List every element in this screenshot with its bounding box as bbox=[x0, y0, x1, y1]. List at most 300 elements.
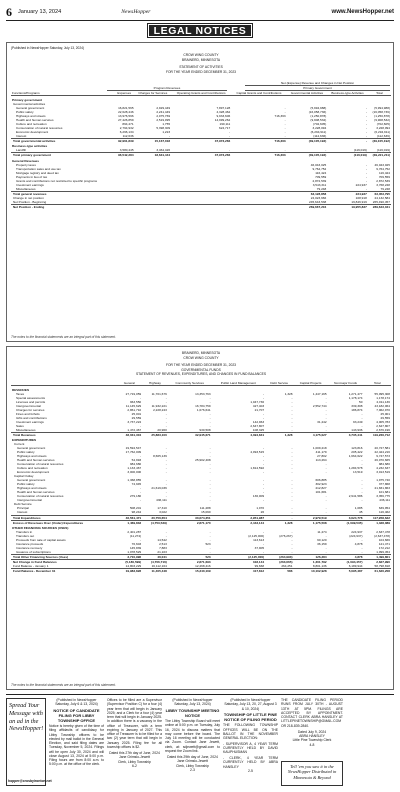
row-value: 4,328,462 bbox=[216, 109, 231, 114]
row-value: - bbox=[209, 494, 211, 499]
row-value: 269,667,204 bbox=[287, 204, 328, 209]
row-value: - bbox=[325, 407, 327, 412]
row-value: - bbox=[291, 538, 293, 543]
row-value: - bbox=[325, 534, 327, 539]
row-value: 3,580,445 bbox=[119, 148, 134, 153]
ad-email[interactable]: hopper@crosbyironton.net bbox=[8, 779, 52, 783]
row-label: Sales bbox=[16, 423, 24, 428]
row-value: - bbox=[209, 538, 211, 543]
row-value: - bbox=[263, 470, 265, 475]
row-value: - bbox=[209, 399, 211, 404]
row-value bbox=[135, 204, 172, 209]
row-label: Intergovernmental bbox=[17, 498, 42, 503]
notice-dated: Dated this 27th day of June, 2024 bbox=[109, 751, 160, 755]
row-value: 4,878 bbox=[328, 555, 364, 560]
row-value: - bbox=[140, 490, 142, 495]
row-value: 1,472,467 bbox=[127, 427, 142, 432]
row-label: Culture and recreation bbox=[17, 466, 48, 471]
issue-date: January 13, 2024 bbox=[18, 9, 62, 15]
row-value: 61,626,208 bbox=[363, 569, 391, 574]
notice-body: THE CANDIDATE FILING PERIOD RUNS FROM JULY 30TH - AUGUST 13TH AT 5PM. FILINGS ARE ACCEPTED BY APPOINTMENT. CONTACT CLERK ABRA HANSLEY AT LITTLEPINETOWNSHIP@GMAIL.COM OR 218-839-2840. bbox=[281, 698, 343, 728]
row-value: - bbox=[209, 395, 211, 400]
row-value: (224,937) bbox=[349, 534, 363, 539]
row-value: (16,058,736) bbox=[372, 109, 390, 114]
row-label: Capital Outlay bbox=[14, 474, 34, 479]
row-value: 37,973,266 bbox=[171, 138, 231, 143]
row-value: 26,070,665 bbox=[374, 458, 390, 463]
row-value: - bbox=[165, 446, 167, 451]
row-value: 2,647,807 bbox=[376, 423, 390, 428]
row-value: 16,784,759 bbox=[195, 403, 211, 408]
column-header: Functions/Programs bbox=[11, 91, 114, 96]
row-label: General government bbox=[16, 105, 45, 110]
row-value: - bbox=[361, 462, 363, 467]
row-label: Governmental activities bbox=[13, 101, 46, 106]
row-value: - bbox=[291, 478, 293, 483]
row-value: 55,095,308 bbox=[374, 391, 390, 396]
row-value: 4,175,027 bbox=[294, 432, 328, 437]
row-value: 104,666 bbox=[378, 538, 390, 543]
row-value: 9,933,606 bbox=[216, 113, 231, 118]
notice-code: 2-3 bbox=[190, 767, 195, 772]
row-value: (4,706,716) bbox=[142, 560, 168, 565]
row-value: 1,301,792 bbox=[294, 560, 328, 565]
row-value: 25,001 bbox=[131, 411, 142, 416]
row-value: - bbox=[165, 462, 167, 467]
primary-gov-header: Primary Government bbox=[245, 86, 390, 91]
row-value: - bbox=[291, 482, 293, 487]
row-value: 212,827 bbox=[315, 486, 327, 491]
row-value: 2,872,539 bbox=[376, 178, 390, 183]
row-value: 2,951,987 bbox=[212, 515, 265, 520]
row-value: - bbox=[263, 498, 265, 503]
notices-rule bbox=[6, 694, 394, 695]
row-value: 29,559 bbox=[131, 415, 142, 420]
row-value: 1,223 bbox=[162, 129, 171, 134]
row-value: 2,861,710 bbox=[127, 407, 142, 412]
row-value: 2,871,693 bbox=[168, 560, 212, 565]
row-value: - bbox=[209, 534, 211, 539]
row-label: Net Position - Ending bbox=[11, 204, 114, 209]
row-label: Interest bbox=[16, 133, 27, 138]
row-value: 2,513 bbox=[159, 542, 167, 547]
row-value: 224,937 bbox=[351, 530, 363, 535]
row-value: - bbox=[365, 125, 367, 130]
row-value: - bbox=[165, 490, 167, 495]
row-value: 43,182,064 bbox=[374, 403, 390, 408]
notice-dated: Dated July 9, 2024 bbox=[297, 729, 327, 734]
column-header: Business-type Activities bbox=[327, 91, 368, 96]
row-value: 123,816 bbox=[351, 446, 363, 451]
row-value: - bbox=[263, 395, 265, 400]
row-value: (112,636) bbox=[313, 133, 327, 138]
row-value: - bbox=[365, 121, 367, 126]
row-label: Interest bbox=[17, 510, 28, 515]
row-value: - bbox=[209, 419, 211, 424]
row-value: 113,264 bbox=[315, 458, 327, 463]
row-value: - bbox=[325, 462, 327, 467]
row-value: (1,250,878) bbox=[374, 113, 390, 118]
row-value: 145,839 bbox=[129, 546, 142, 551]
row-value: - bbox=[263, 454, 265, 459]
notice-code: 6-2 bbox=[132, 763, 137, 768]
row-value: 90,120 bbox=[317, 538, 327, 543]
row-value: - bbox=[291, 454, 293, 459]
row-label: OTHER FINANCING SOURCES (USES) bbox=[12, 526, 69, 531]
row-label: EXPENDITURES bbox=[12, 438, 37, 443]
row-value: 3,624,778 bbox=[328, 515, 364, 520]
row-value: - bbox=[165, 482, 167, 487]
row-value: 20,727,581 bbox=[374, 446, 390, 451]
notice-signer-title: Clerk, Libby Township bbox=[118, 759, 151, 764]
row-value: 930,508 bbox=[199, 427, 211, 432]
row-value: 19,846,919 bbox=[351, 199, 367, 204]
row-value: 16,821,565 bbox=[118, 105, 134, 110]
row-value: 1,099,454 bbox=[376, 550, 390, 555]
row-value: 8,665,139 bbox=[153, 454, 167, 459]
row-value: 108,325 bbox=[252, 427, 265, 432]
row-value: - bbox=[263, 530, 265, 535]
row-value: 5,095,487 bbox=[328, 569, 364, 574]
row-value: - bbox=[229, 133, 231, 138]
row-value: 111,488 bbox=[199, 506, 211, 511]
row-label: Total primary government bbox=[11, 153, 114, 158]
row-value: - bbox=[361, 546, 363, 551]
row-value: 22,628,446 bbox=[118, 109, 134, 114]
row-value: (1,250,878) bbox=[310, 113, 327, 118]
row-value: - bbox=[365, 105, 367, 110]
row-value: 224,937 bbox=[355, 182, 367, 187]
row-label: Transfers out bbox=[16, 534, 35, 539]
column-header: Total bbox=[363, 381, 391, 386]
row-value: 224,937 bbox=[327, 191, 368, 196]
masthead-brand: NewsHopper bbox=[121, 9, 151, 15]
row-label: Insurance recovery bbox=[16, 546, 43, 551]
page-header bbox=[6, 4, 394, 20]
row-value: 13,976,596 bbox=[118, 113, 134, 118]
row-label: Conservation of natural resources bbox=[17, 462, 64, 467]
row-value: - bbox=[365, 113, 367, 118]
notice-little-pine bbox=[223, 698, 278, 786]
row-label: Fines and forfeits bbox=[16, 411, 40, 416]
row-value: 984,680 bbox=[378, 462, 390, 467]
row-value: 92,961,839 bbox=[114, 138, 135, 143]
row-value: (263,665) bbox=[265, 560, 293, 565]
row-value: 14,542 bbox=[157, 538, 167, 543]
column-header: Highway bbox=[142, 381, 168, 386]
row-value: 606,885 bbox=[315, 478, 327, 483]
row-value: 2,929,449 bbox=[156, 105, 171, 110]
row-value: - bbox=[291, 530, 293, 535]
row-value: 22,424,216 bbox=[374, 450, 390, 455]
row-label: Economic development bbox=[17, 470, 50, 475]
row-value: - bbox=[325, 550, 327, 555]
row-value: - bbox=[325, 466, 327, 471]
row-value: - bbox=[209, 470, 211, 475]
notice-pub: (Published in NewsHopper Saturday, July 13, 2024) bbox=[172, 698, 213, 707]
row-value: 3,737,224 bbox=[127, 419, 142, 424]
fund-table bbox=[11, 381, 391, 573]
row-value: - bbox=[263, 478, 265, 483]
row-value: - bbox=[140, 423, 142, 428]
row-value: - bbox=[284, 105, 286, 110]
row-value: (9,908,532) bbox=[310, 117, 327, 122]
notice-heading: LIBBY TOWNSHIP MEETING NOTICE bbox=[165, 707, 220, 718]
row-value: 30,756,654 bbox=[142, 515, 168, 520]
row-value: - bbox=[291, 462, 293, 467]
row-value: (2,637,478) bbox=[374, 534, 390, 539]
row-value: - bbox=[263, 482, 265, 487]
advertise-ad[interactable] bbox=[6, 698, 52, 786]
row-value: 709,559 bbox=[315, 174, 327, 179]
legal-notices-row bbox=[6, 698, 394, 786]
row-value: 377,868 bbox=[378, 482, 390, 487]
site-url[interactable]: www.NewsHopper.net bbox=[331, 9, 394, 15]
row-value: - bbox=[165, 494, 167, 499]
row-value: 4,394,841 bbox=[212, 432, 265, 437]
row-value: - bbox=[361, 458, 363, 463]
row-value: - bbox=[165, 411, 167, 416]
row-value: 93,249 bbox=[353, 419, 363, 424]
tell-em-ad: Tell 'em you saw it in the NewsHopper Distributed in Minnesota & Beyond bbox=[281, 761, 343, 786]
row-value: 25,883,100 bbox=[142, 432, 168, 437]
row-value: - bbox=[140, 538, 142, 543]
row-label: Miscellaneous bbox=[16, 427, 36, 432]
row-label: Grants and contributions not restricted to specific programs bbox=[16, 178, 97, 183]
row-value bbox=[171, 204, 231, 209]
row-label: Excess of Revenues Over (Under) Expenditures bbox=[11, 520, 116, 525]
row-value: - bbox=[165, 466, 167, 471]
statement-title: STATEMENT OF ACTIVITIES bbox=[179, 65, 223, 70]
row-value: - bbox=[325, 506, 327, 511]
row-label: Proceeds from sale of capital assets bbox=[16, 538, 66, 543]
row-value: 15,340,109 bbox=[168, 569, 212, 574]
row-value: 11,932,221 bbox=[151, 403, 167, 408]
row-label: REVENUES bbox=[12, 387, 30, 392]
row-value: 15,090 bbox=[201, 510, 211, 515]
row-label: Health and human services bbox=[16, 117, 54, 122]
row-value: 4,878 bbox=[354, 542, 363, 547]
row-label: Total Other Financing Sources (Uses) bbox=[11, 555, 116, 560]
row-value: - bbox=[263, 411, 265, 416]
row-value: - bbox=[291, 466, 293, 471]
row-label: Fund Balance - January 1 bbox=[13, 564, 49, 569]
row-value: 3,356,775 bbox=[376, 494, 390, 499]
row-value: 716,363 bbox=[274, 113, 286, 118]
activities-footnote: The notes to the financial statements are an integral part of this statement. bbox=[11, 335, 116, 339]
row-label: Total Revenues bbox=[11, 432, 116, 437]
activities-table bbox=[11, 91, 391, 209]
row-value: - bbox=[365, 170, 367, 175]
row-value: 29,559 bbox=[380, 415, 390, 420]
notice-body: The Libby Township Board will meet online at 5:00 p.m. on Tuesday, July 16, 2024 to discuss matters that may come before the board. The July 16 meeting will be conducted via Zoom. Contact Jane Jewett, clerk, at: sdjewett@gmail.com to request the Zoom link. bbox=[165, 719, 220, 753]
row-value: 2,827,990 bbox=[363, 560, 391, 565]
row-value: - bbox=[229, 148, 231, 153]
row-value: 2,637,478 bbox=[376, 530, 390, 535]
row-value: 339,308 bbox=[351, 403, 363, 408]
statement-title-block bbox=[7, 53, 395, 74]
row-value: 1,499,801 bbox=[363, 555, 391, 560]
row-value: - bbox=[361, 478, 363, 483]
row-value: 12,468,416 bbox=[195, 564, 211, 569]
row-value: 190,111 bbox=[219, 121, 231, 126]
row-value: 1,178,174 bbox=[376, 395, 390, 400]
row-label: Miscellaneous bbox=[16, 186, 36, 191]
notice-heading: NOTICE OF CANDIDATE FILING FOR LIBBY TOWNSHIP OFFICE bbox=[53, 707, 100, 723]
row-value: - bbox=[325, 411, 327, 416]
column-header: Operating Grants and Contributions bbox=[171, 91, 231, 96]
row-value: - bbox=[263, 458, 265, 463]
row-value: 289,623,041 bbox=[368, 204, 391, 209]
table-row bbox=[11, 569, 391, 574]
row-value: - bbox=[291, 427, 293, 432]
row-value: 101,681 bbox=[315, 490, 327, 495]
row-value: - bbox=[325, 395, 327, 400]
notice-pub: (Published in NewsHopper Saturday, July 13, 20, 27, August 3 & 10, 2024) bbox=[224, 698, 277, 711]
row-value: - bbox=[291, 490, 293, 495]
row-value: - bbox=[165, 478, 167, 483]
row-value: (39,105,192) bbox=[287, 138, 328, 143]
row-value: 17,762,009 bbox=[125, 450, 142, 455]
row-value: 1,175,508 bbox=[294, 520, 328, 525]
row-value: 31,242 bbox=[317, 419, 327, 424]
row-label: Payments in lieu of tax bbox=[16, 174, 48, 179]
notice-meeting bbox=[165, 698, 220, 786]
row-value: 4,005,783 bbox=[376, 419, 390, 424]
row-value: 27,719,059 bbox=[125, 391, 142, 396]
row-value: - bbox=[140, 454, 142, 459]
row-value: - bbox=[325, 427, 327, 432]
row-value: 1,814,592 bbox=[250, 466, 265, 471]
row-value: 1,085 bbox=[354, 506, 363, 511]
row-value: 265,490,457 bbox=[372, 199, 390, 204]
row-value: - bbox=[209, 423, 211, 428]
row-value: - bbox=[165, 534, 167, 539]
row-value: - bbox=[140, 498, 142, 503]
row-value: 716,363 bbox=[231, 153, 286, 158]
row-value: 10,102,928 bbox=[294, 569, 328, 574]
row-value: 112,636 bbox=[122, 133, 134, 138]
row-value: - bbox=[284, 121, 286, 126]
row-value: 30,674,351 bbox=[168, 515, 212, 520]
row-value: 46,041 bbox=[142, 555, 168, 560]
row-value: (276,267) bbox=[279, 534, 293, 539]
row-value: 76,603 bbox=[131, 542, 142, 547]
row-value: (116,019) bbox=[376, 148, 390, 153]
row-value: 436,111 bbox=[156, 498, 167, 503]
row-value: - bbox=[209, 530, 211, 535]
row-label: Mortgage registry and deed tax bbox=[16, 170, 59, 175]
row-value: 99,668 bbox=[254, 564, 265, 569]
row-value: 1,178,174 bbox=[348, 395, 363, 400]
row-value: 2,011,136 bbox=[376, 399, 390, 404]
row-label: Investment earnings bbox=[16, 419, 44, 424]
row-value: - bbox=[165, 530, 167, 535]
row-value: 1,284,578 bbox=[348, 466, 363, 471]
row-value: 24,023,666 bbox=[310, 195, 327, 200]
row-value: - bbox=[140, 486, 142, 491]
row-value: 18,631,444 bbox=[135, 153, 172, 158]
row-value: 2,519,095 bbox=[156, 117, 171, 122]
row-value: - bbox=[165, 415, 167, 420]
notice-signer: ABRA HANSLEY bbox=[299, 734, 325, 738]
row-value: - bbox=[291, 446, 293, 451]
row-value: 27,802 bbox=[317, 454, 327, 459]
row-value: 21,103 bbox=[157, 550, 167, 555]
row-label: Conservation of natural resources bbox=[16, 125, 63, 130]
row-value: - bbox=[209, 546, 211, 551]
row-value: 63,128,858 bbox=[287, 191, 328, 196]
row-value: - bbox=[263, 462, 265, 467]
row-value: 46,561,471 bbox=[116, 515, 142, 520]
row-value: - bbox=[291, 494, 293, 499]
row-label: Special assessments bbox=[16, 395, 46, 400]
notice-signer-title: Little Pine Township Clerk bbox=[292, 738, 332, 743]
row-value: - bbox=[284, 109, 286, 114]
row-value: - bbox=[284, 129, 286, 134]
row-value: - bbox=[325, 470, 327, 475]
row-label: Economic development bbox=[16, 129, 49, 134]
row-value: 6,189,944 bbox=[348, 564, 363, 569]
row-value: 3,022 bbox=[159, 510, 167, 515]
row-label: Primary government bbox=[12, 97, 43, 102]
row-value: - bbox=[284, 125, 286, 130]
row-value: (264,993) bbox=[265, 555, 293, 560]
row-label: Highways and streets bbox=[17, 486, 47, 491]
row-value: 2,676,196 bbox=[376, 427, 390, 432]
row-label: Highways and streets bbox=[16, 113, 46, 118]
row-value: 2,552,744 bbox=[312, 403, 327, 408]
row-value: - bbox=[325, 423, 327, 428]
row-value: 2,228,243 bbox=[153, 407, 167, 412]
row-value: - bbox=[165, 458, 167, 463]
row-value: - bbox=[291, 486, 293, 491]
column-header: Capital Grants and Contributions bbox=[231, 91, 286, 96]
row-label: Principal bbox=[17, 506, 29, 511]
publication-note: (Published in NewsHopper Saturday, July 13, 2024) bbox=[11, 46, 84, 50]
row-value: 6,296,134 bbox=[119, 129, 134, 134]
row-value: - bbox=[291, 419, 293, 424]
row-value: 205,422 bbox=[351, 450, 363, 455]
notice-pub: (Published in NewsHopper Saturday, July 6 & 13, 2024) bbox=[55, 698, 98, 707]
row-value: 13,519 bbox=[353, 470, 363, 475]
row-value: - bbox=[209, 454, 211, 459]
row-value: 50 bbox=[359, 399, 363, 404]
row-value: 436,111 bbox=[379, 498, 390, 503]
row-value: - bbox=[291, 546, 293, 551]
row-label: Total Expenditures bbox=[11, 515, 116, 520]
row-value: 45 bbox=[359, 510, 363, 515]
row-value: 32,945,671 bbox=[168, 432, 212, 437]
row-value: (39,105,192) bbox=[368, 138, 391, 143]
row-value: - bbox=[365, 109, 367, 114]
row-value: - bbox=[365, 162, 367, 167]
row-label: Taxes bbox=[16, 391, 25, 396]
row-value: 3,013,519 bbox=[376, 470, 390, 475]
row-value: 126,284 bbox=[294, 555, 328, 560]
row-value: (702,605) bbox=[376, 121, 390, 126]
row-value: 117,958,622 bbox=[363, 515, 391, 520]
row-value: 19,983,828 bbox=[116, 569, 142, 574]
row-value: - bbox=[209, 550, 211, 555]
row-value: 15,167,018 bbox=[135, 138, 172, 143]
fund-county: CROW WING COUNTY bbox=[183, 355, 219, 360]
row-value: - bbox=[263, 415, 265, 420]
row-value: - bbox=[209, 482, 211, 487]
row-label: Health and human services bbox=[17, 490, 55, 495]
row-value: 1,133,467 bbox=[127, 466, 142, 471]
row-value: 3,228,094 bbox=[376, 125, 390, 130]
